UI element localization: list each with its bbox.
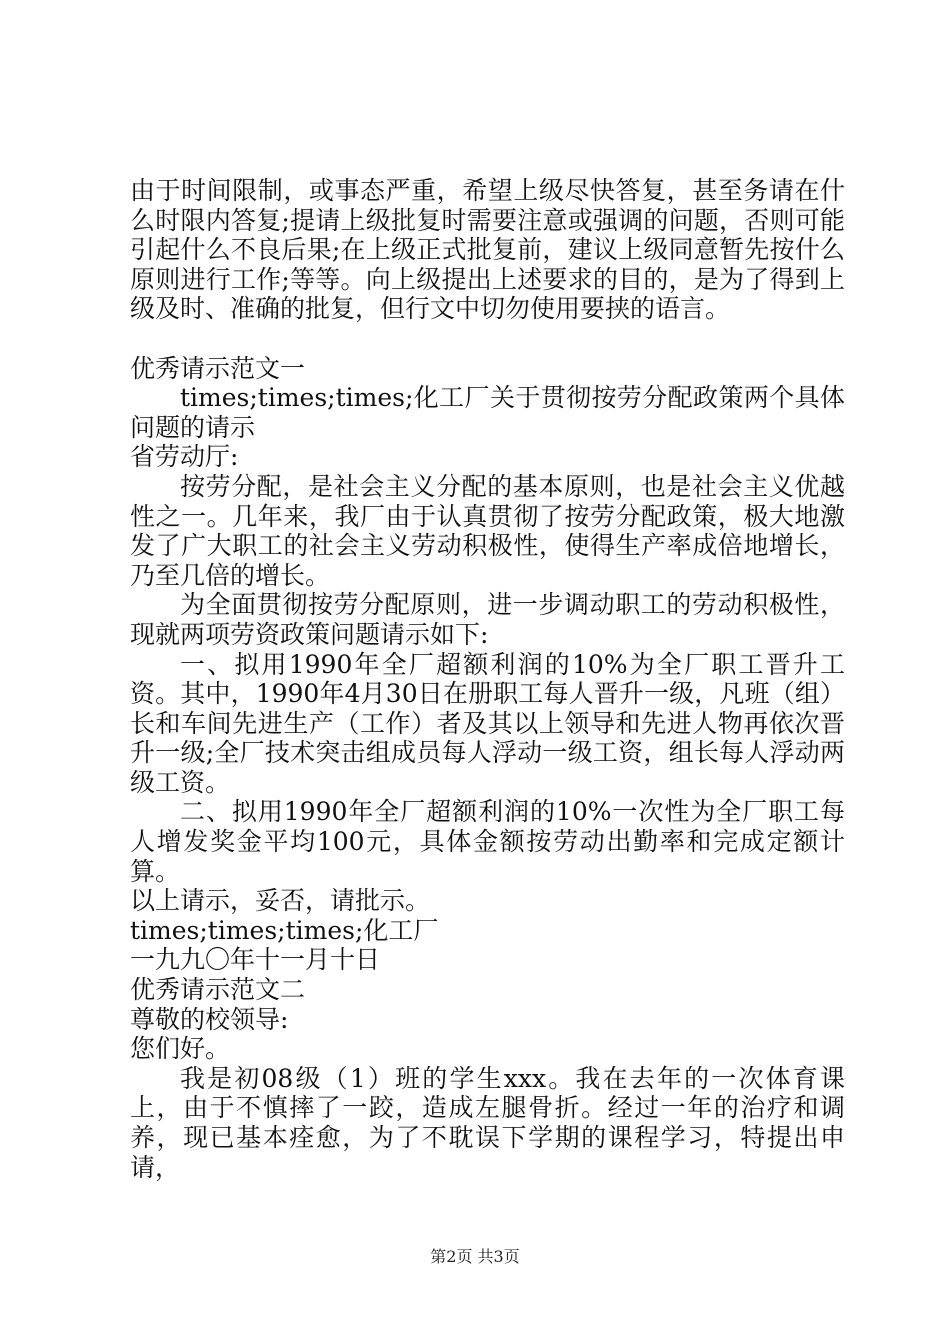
heading-sample-one: 优秀请示范文一 bbox=[130, 353, 306, 383]
sample-two-salutation: 尊敬的校领导: bbox=[130, 1004, 289, 1034]
sample-one-title: times;times;times;化工厂关于贯彻按劳分配政策两个具体问题的请示 bbox=[130, 383, 845, 442]
sample-one-signature: times;times;times;化工厂 bbox=[130, 915, 439, 945]
sample-one-item-one: 一、拟用1990年全厂超额利润的10%为全厂职工晋升工资。其中，1990年4月30日在册职工每人晋升一级，凡班（组）长和车间先进生产（工作）者及其以上领导和先进人物再依次晋升一级;全厂技术突击组成员每人浮动一级工资，组长每人浮动两级工资。 bbox=[130, 649, 845, 797]
page-number-footer: 第2页 共3页 bbox=[430, 1247, 520, 1266]
sample-one-paragraph-purpose: 为全面贯彻按劳分配原则，进一步调动职工的劳动积极性，现就两项劳资政策问题请示如下: bbox=[130, 590, 845, 649]
paragraph-response-requirements: 由于时间限制，或事态严重，希望上级尽快答复，甚至务请在什么时限内答复;提请上级批复时需要注意或强调的问题，否则可能引起什么不良后果;在上级正式批复前，建议上级同意暂先按什么原则进行工作;等等。向上级提出上述要求的目的，是为了得到上级及时、准确的批复，但行文中切勿使用要挟的语言。 bbox=[130, 176, 845, 324]
sample-two-greeting: 您们好。 bbox=[130, 1034, 231, 1064]
heading-sample-two: 优秀请示范文二 bbox=[130, 975, 306, 1005]
blank-line bbox=[130, 324, 845, 354]
sample-one-item-two: 二、拟用1990年全厂超额利润的10%一次性为全厂职工每人增发奖金平均100元，具体金额按劳动出勤率和完成定额计算。 bbox=[130, 797, 845, 886]
sample-one-recipient: 省劳动厅: bbox=[130, 442, 239, 472]
sample-one-closing: 以上请示，妥否，请批示。 bbox=[130, 886, 431, 916]
sample-one-date: 一九九〇年十一月十日 bbox=[130, 945, 381, 975]
document-body bbox=[130, 176, 845, 1182]
sample-one-paragraph-intro: 按劳分配，是社会主义分配的基本原则，也是社会主义优越性之一。几年来，我厂由于认真贯彻了按劳分配政策，极大地激发了广大职工的社会主义劳动积极性，使得生产率成倍地增长，乃至几倍的增长。 bbox=[130, 471, 845, 590]
sample-two-paragraph-body: 我是初08级（1）班的学生xxx。我在去年的一次体育课上，由于不慎摔了一跤，造成左腿骨折。经过一年的治疗和调养，现已基本痊愈，为了不耽误下学期的课程学习，特提出申请， bbox=[130, 1063, 845, 1182]
